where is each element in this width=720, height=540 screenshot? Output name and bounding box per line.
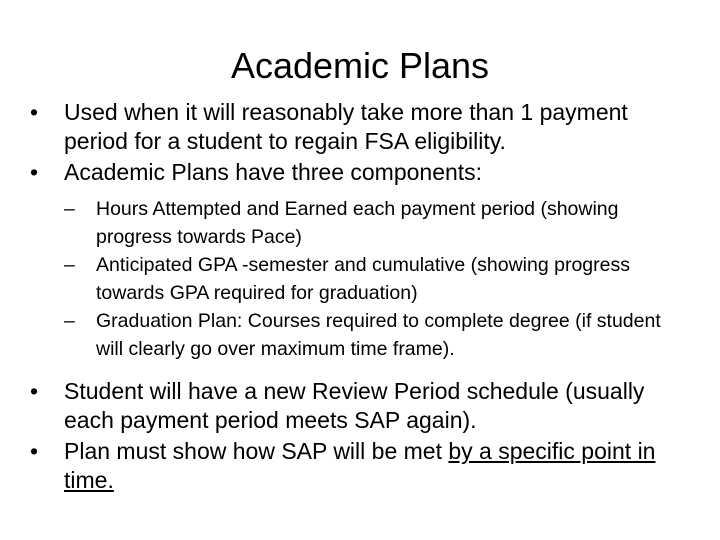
bullet-item: [30, 98, 690, 156]
bullet-text: Student will have a new Review Period schedule (usually each payment period meets SAP again).: [64, 378, 645, 433]
bullet-marker: •: [30, 438, 39, 464]
bullet-marker: •: [30, 159, 39, 185]
sub-bullet-marker: –: [64, 310, 75, 332]
bullet-text: Academic Plans have three components:: [64, 159, 483, 185]
sub-bullet-marker: –: [64, 198, 75, 220]
bullet-text: Used when it will reasonably take more than 1 payment period for a student to regain FSA eligibility.: [64, 99, 628, 154]
sub-bullet-text: Graduation Plan: Courses required to complete degree (if student will clearly go over maximum time frame).: [96, 310, 661, 360]
bullet-text: [64, 438, 655, 493]
bullet-marker: •: [30, 99, 39, 125]
sub-bullet-text: Hours Attempted and Earned each payment period (showing progress towards Pace): [96, 198, 619, 248]
sub-bullet-item: [64, 251, 690, 307]
slide-body: [30, 98, 690, 495]
sub-bullet-marker: –: [64, 254, 75, 276]
slide-title: Academic Plans: [230, 45, 490, 86]
bullet-text-underlined: by a specific point in time.: [64, 438, 656, 493]
bullet-text-plain: Plan must show how SAP will be met: [64, 438, 449, 464]
sub-bullet-text: Anticipated GPA -semester and cumulative (showing progress towards GPA required for graduation): [96, 254, 630, 304]
sub-bullet-list: [64, 195, 690, 363]
bullet-marker: •: [30, 378, 39, 404]
bullet-item: [30, 377, 690, 435]
bullet-item: [30, 437, 690, 495]
bullet-item: [30, 158, 690, 187]
sub-bullet-item: [64, 307, 690, 363]
sub-bullet-item: [64, 195, 690, 251]
